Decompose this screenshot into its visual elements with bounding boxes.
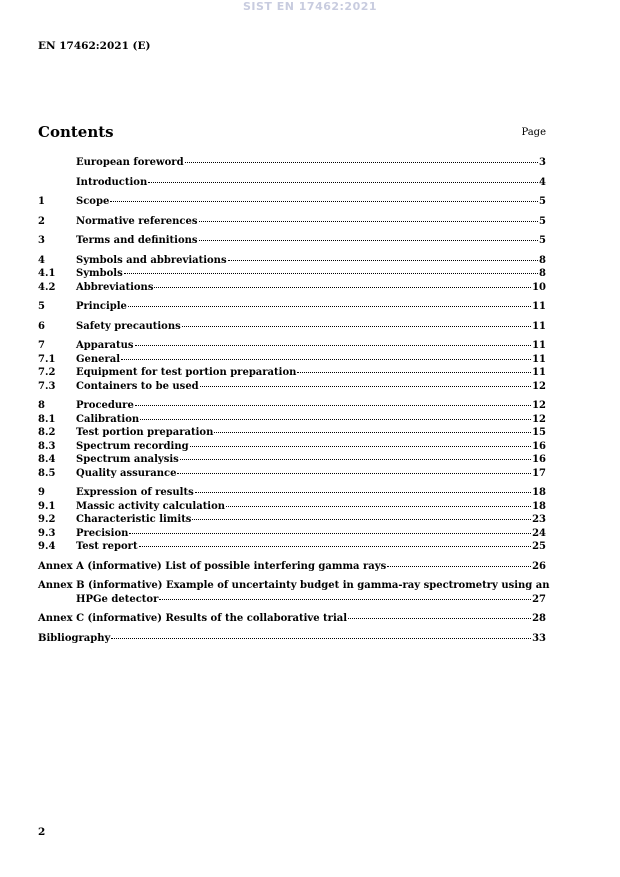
toc-number: 5: [38, 301, 45, 312]
toc-title: Bibliography: [38, 632, 111, 644]
contents-heading: Contents: [38, 123, 114, 141]
toc-title: Massic activity calculation: [76, 500, 226, 512]
toc-entry[interactable]: [38, 353, 546, 367]
toc-number: 8.2: [38, 427, 56, 438]
toc-entry[interactable]: [38, 453, 546, 467]
toc-entry[interactable]: [38, 540, 546, 554]
leader-dots: [214, 432, 531, 433]
toc-title: Normative references: [76, 215, 198, 227]
toc-title: Quality assurance: [76, 467, 177, 479]
toc-page: 5: [539, 235, 546, 246]
toc-page: 23: [532, 514, 546, 525]
toc-title: Annex B (informative) Example of uncertainty budget in gamma-ray spectrometry using an: [38, 580, 550, 591]
toc-entry[interactable]: [38, 632, 546, 646]
toc-page: 5: [539, 215, 546, 227]
toc-entry[interactable]: [38, 156, 546, 170]
toc-title: Test report: [76, 541, 138, 552]
toc-page: 8: [539, 254, 546, 266]
leader-dots: [124, 273, 538, 274]
toc-page: 24: [532, 527, 546, 539]
toc-page: 16: [532, 454, 546, 465]
toc-number: 7: [38, 340, 45, 351]
toc-entry[interactable]: [38, 195, 546, 209]
leader-dots: [180, 459, 531, 460]
toc-entry-continuation[interactable]: [38, 593, 546, 607]
toc-entry[interactable]: [38, 300, 546, 314]
toc-number: 9.3: [38, 527, 56, 539]
toc-title: Containers to be used: [76, 380, 199, 392]
toc-title: Calibration: [76, 413, 140, 425]
toc-page: 11: [532, 301, 546, 312]
toc-page: 17: [532, 467, 546, 479]
leader-dots: [199, 240, 539, 241]
toc-entry[interactable]: [38, 579, 550, 593]
toc-number: 8.3: [38, 440, 56, 452]
leader-dots: [148, 182, 538, 183]
leader-dots: [228, 260, 538, 261]
toc-title: Annex A (informative) List of possible interfering gamma rays: [38, 560, 387, 572]
leader-dots: [185, 162, 538, 163]
toc-page: 18: [532, 500, 546, 512]
toc-title: Scope: [76, 196, 110, 207]
toc-number: 9.1: [38, 500, 56, 512]
leader-dots: [154, 287, 531, 288]
toc-entry[interactable]: [38, 234, 546, 248]
toc-number: 2: [38, 215, 45, 227]
toc-page: 15: [532, 427, 546, 438]
toc-title: Principle: [76, 301, 127, 312]
toc-number: 8.1: [38, 413, 56, 425]
toc-page: 3: [539, 157, 546, 168]
toc-title: Abbreviations: [76, 281, 154, 293]
toc-page: 11: [532, 320, 546, 332]
toc-entry[interactable]: [38, 339, 546, 353]
toc-entry[interactable]: [38, 281, 546, 295]
toc-entry[interactable]: [38, 254, 546, 268]
leader-dots: [190, 446, 531, 447]
toc-entry[interactable]: [38, 612, 546, 626]
toc-title: Introduction: [76, 176, 148, 188]
leader-dots: [110, 201, 538, 202]
toc-page: 28: [532, 613, 546, 624]
table-of-contents: [38, 156, 550, 645]
page-number: 2: [38, 826, 46, 838]
toc-page: 26: [532, 560, 546, 572]
toc-entry[interactable]: [38, 500, 546, 514]
toc-number: 7.3: [38, 380, 56, 392]
leader-dots: [135, 345, 532, 346]
leader-dots: [192, 519, 531, 520]
toc-number: 6: [38, 320, 45, 332]
toc-page: 10: [532, 281, 546, 293]
leader-dots: [135, 405, 531, 406]
toc-entry[interactable]: [38, 413, 546, 427]
toc-entry[interactable]: [38, 380, 546, 394]
toc-page: 11: [532, 340, 546, 351]
standard-id: EN 17462:2021 (E): [38, 40, 151, 52]
toc-title: General: [76, 353, 121, 365]
toc-title-continuation: HPGe detector: [76, 593, 159, 605]
leader-dots: [140, 419, 531, 420]
toc-title: Equipment for test portion preparation: [76, 367, 297, 378]
toc-number: 3: [38, 235, 45, 246]
toc-page: 5: [539, 196, 546, 207]
toc-number: 8.4: [38, 454, 56, 465]
toc-page: 12: [532, 380, 546, 392]
toc-title: Expression of results: [76, 487, 194, 498]
toc-title: Terms and definitions: [76, 235, 198, 246]
toc-number: 7.2: [38, 367, 56, 378]
toc-page: 16: [532, 440, 546, 452]
toc-number: 4.1: [38, 268, 56, 279]
leader-dots: [182, 326, 531, 327]
toc-number: 9.4: [38, 541, 56, 552]
toc-entry[interactable]: [38, 399, 546, 413]
toc-entry[interactable]: [38, 426, 546, 440]
toc-number: 4.2: [38, 281, 56, 293]
toc-page: 27: [532, 593, 546, 605]
toc-number: 9.2: [38, 514, 56, 525]
page-column-label: Page: [521, 127, 546, 138]
toc-number: 9: [38, 487, 45, 498]
toc-entry[interactable]: [38, 440, 546, 454]
watermark: SIST EN 17462:2021: [242, 0, 378, 13]
toc-title: Precision: [76, 527, 129, 539]
toc-number: 8.5: [38, 467, 56, 479]
toc-entry[interactable]: [38, 320, 546, 334]
toc-title: Symbols and abbreviations: [76, 254, 227, 266]
toc-title: Annex C (informative) Results of the collaborative trial: [38, 613, 348, 624]
toc-title: Apparatus: [76, 340, 134, 351]
leader-dots: [226, 506, 531, 507]
toc-page: 33: [532, 632, 546, 644]
toc-entry[interactable]: [38, 486, 546, 500]
leader-dots: [128, 306, 531, 307]
toc-entry[interactable]: [38, 560, 546, 574]
toc-title: Symbols: [76, 268, 123, 279]
leader-dots: [111, 638, 531, 639]
toc-title: Characteristic limits: [76, 514, 192, 525]
toc-number: 4: [38, 254, 45, 266]
leader-dots: [199, 221, 539, 222]
toc-title: European foreword: [76, 157, 184, 168]
leader-dots: [200, 386, 531, 387]
toc-number: 8: [38, 400, 45, 411]
toc-entry[interactable]: [38, 267, 546, 281]
toc-title: Safety precautions: [76, 320, 181, 332]
toc-page: 12: [532, 413, 546, 425]
toc-title: Procedure: [76, 400, 134, 411]
leader-dots: [195, 492, 531, 493]
leader-dots: [387, 566, 531, 567]
leader-dots: [177, 473, 531, 474]
toc-number: 7.1: [38, 353, 56, 365]
toc-page: 25: [532, 541, 546, 552]
toc-page: 12: [532, 400, 546, 411]
toc-entry[interactable]: [38, 513, 546, 527]
leader-dots: [297, 372, 531, 373]
toc-page: 11: [532, 353, 546, 365]
toc-entry[interactable]: [38, 467, 546, 481]
toc-number: 1: [38, 196, 45, 207]
toc-page: 8: [539, 268, 546, 279]
toc-title: Spectrum recording: [76, 440, 189, 452]
toc-page: 4: [539, 176, 546, 188]
leader-dots: [348, 618, 531, 619]
toc-entry[interactable]: [38, 527, 546, 541]
toc-page: 11: [532, 367, 546, 378]
toc-entry[interactable]: [38, 176, 546, 190]
toc-entry[interactable]: [38, 215, 546, 229]
leader-dots: [159, 599, 531, 600]
toc-title: Test portion preparation: [76, 427, 214, 438]
leader-dots: [139, 546, 532, 547]
toc-page: 18: [532, 487, 546, 498]
toc-title: Spectrum analysis: [76, 454, 179, 465]
toc-entry[interactable]: [38, 366, 546, 380]
leader-dots: [121, 359, 531, 360]
leader-dots: [129, 533, 531, 534]
